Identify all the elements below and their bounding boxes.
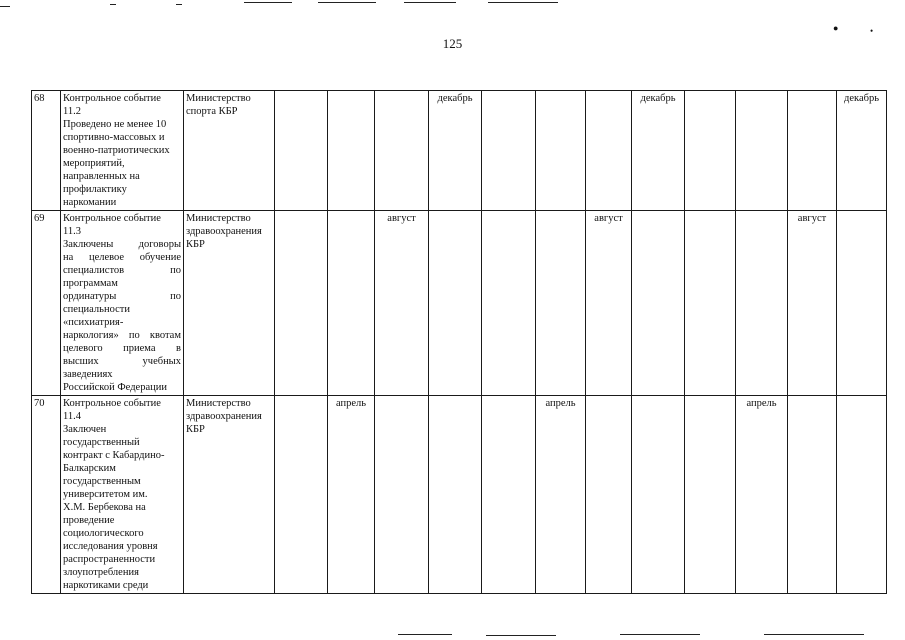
description-line: мероприятий, bbox=[63, 158, 125, 169]
deadline-cell bbox=[788, 91, 837, 211]
description-line: ординатуры по bbox=[63, 291, 181, 302]
deadline-cell bbox=[685, 396, 736, 594]
table-row bbox=[32, 91, 887, 211]
description-line: контракт с Кабардино- bbox=[63, 450, 165, 461]
deadline-cell bbox=[482, 396, 536, 594]
scan-mark bbox=[110, 4, 116, 5]
deadline-cell bbox=[837, 396, 887, 594]
deadline-cell bbox=[536, 91, 586, 211]
table-row bbox=[32, 396, 887, 594]
scan-mark bbox=[244, 2, 292, 3]
description-line: исследования уровня bbox=[63, 541, 158, 552]
description-line: университетом им. bbox=[63, 489, 148, 500]
description-line: специальности bbox=[63, 304, 130, 315]
scan-mark bbox=[176, 4, 182, 5]
table-row bbox=[32, 211, 887, 396]
executor-line: Министерство bbox=[186, 93, 251, 104]
deadline-cell bbox=[586, 396, 632, 594]
description-line: Заключены договоры bbox=[63, 239, 181, 250]
deadline-cell bbox=[837, 211, 887, 396]
deadline-cell bbox=[275, 396, 328, 594]
deadline-cell: декабрь bbox=[837, 91, 887, 211]
description-line: «психиатрия- bbox=[63, 317, 124, 328]
scan-mark bbox=[0, 6, 10, 7]
deadline-cell bbox=[482, 91, 536, 211]
executor-line: Министерство bbox=[186, 398, 251, 409]
description-line: заведениях bbox=[63, 369, 113, 380]
scan-mark bbox=[318, 2, 376, 3]
deadline-cell: апрель bbox=[736, 396, 788, 594]
description-line: государственный bbox=[63, 437, 140, 448]
executor-line: КБР bbox=[186, 424, 205, 435]
deadline-cell bbox=[736, 91, 788, 211]
table-body bbox=[32, 91, 887, 594]
executor-line: здравоохранения bbox=[186, 226, 262, 237]
deadline-cell: август bbox=[586, 211, 632, 396]
page-number: 125 bbox=[442, 36, 463, 51]
scan-mark bbox=[404, 2, 456, 3]
deadline-cell bbox=[788, 396, 837, 594]
description-line: наркотиками среди bbox=[63, 580, 149, 591]
description-line: Контрольное событие bbox=[63, 213, 161, 224]
deadline-cell: декабрь bbox=[429, 91, 482, 211]
scan-mark bbox=[764, 634, 864, 635]
description-line: наркология» по квотам bbox=[63, 330, 181, 341]
deadline-cell bbox=[685, 211, 736, 396]
description-line: Заключен bbox=[63, 424, 107, 435]
deadline-cell: август bbox=[788, 211, 837, 396]
executor-line: спорта КБР bbox=[186, 106, 238, 117]
deadline-cell bbox=[586, 91, 632, 211]
description-line: спортивно-массовых и bbox=[63, 132, 165, 143]
deadline-cell: август bbox=[375, 211, 429, 396]
description-line: целевого приема в bbox=[63, 343, 181, 354]
row-number: 69 bbox=[32, 211, 61, 396]
deadline-cell bbox=[328, 211, 375, 396]
description-line: социологического bbox=[63, 528, 144, 539]
deadline-cell bbox=[275, 211, 328, 396]
description-line: наркомании bbox=[63, 197, 117, 208]
deadline-cell bbox=[632, 396, 685, 594]
deadline-cell bbox=[482, 211, 536, 396]
description-line: Российской Федерации bbox=[63, 382, 167, 393]
description-line: Контрольное событие bbox=[63, 93, 161, 104]
description-line: специалистов по bbox=[63, 265, 181, 276]
description-line: Х.М. Бербекова на bbox=[63, 502, 146, 513]
description-line: Контрольное событие bbox=[63, 398, 161, 409]
deadline-cell bbox=[275, 91, 328, 211]
deadline-cell bbox=[536, 211, 586, 396]
description-line: высших учебных bbox=[63, 356, 181, 367]
responsible-executor bbox=[184, 211, 275, 396]
deadline-cell bbox=[429, 396, 482, 594]
description-line: профилактику bbox=[63, 184, 127, 195]
deadline-cell bbox=[632, 211, 685, 396]
row-number: 68 bbox=[32, 91, 61, 211]
description-line: направленных на bbox=[63, 171, 140, 182]
description-line: программам bbox=[63, 278, 118, 289]
scan-speck: ● bbox=[833, 23, 839, 33]
event-description bbox=[61, 91, 184, 211]
deadline-cell bbox=[736, 211, 788, 396]
deadline-cell: апрель bbox=[328, 396, 375, 594]
scan-speck: • bbox=[870, 26, 874, 36]
deadline-cell bbox=[685, 91, 736, 211]
responsible-executor bbox=[184, 396, 275, 594]
executor-line: Министерство bbox=[186, 213, 251, 224]
scan-mark bbox=[620, 634, 700, 635]
scan-mark bbox=[486, 635, 556, 636]
description-line: распространенности bbox=[63, 554, 156, 565]
description-line: Проведено не менее 10 bbox=[63, 119, 167, 130]
deadline-cell bbox=[328, 91, 375, 211]
description-line: злоупотребления bbox=[63, 567, 139, 578]
control-events-table bbox=[31, 90, 887, 594]
description-line: 11.2 bbox=[63, 106, 81, 117]
description-line: проведение bbox=[63, 515, 115, 526]
scan-mark bbox=[398, 634, 452, 635]
deadline-cell: декабрь bbox=[632, 91, 685, 211]
deadline-cell bbox=[429, 211, 482, 396]
event-description bbox=[61, 211, 184, 396]
description-line: 11.4 bbox=[63, 411, 81, 422]
event-description bbox=[61, 396, 184, 594]
executor-line: здравоохранения bbox=[186, 411, 262, 422]
description-line: Балкарским bbox=[63, 463, 116, 474]
scan-mark bbox=[488, 2, 558, 3]
description-line: на целевое обучение bbox=[63, 252, 181, 263]
description-line: военно-патриотических bbox=[63, 145, 170, 156]
deadline-cell bbox=[375, 91, 429, 211]
description-line: государственным bbox=[63, 476, 141, 487]
deadline-cell bbox=[375, 396, 429, 594]
row-number: 70 bbox=[32, 396, 61, 594]
deadline-cell: апрель bbox=[536, 396, 586, 594]
responsible-executor bbox=[184, 91, 275, 211]
executor-line: КБР bbox=[186, 239, 205, 250]
description-line: 11.3 bbox=[63, 226, 81, 237]
